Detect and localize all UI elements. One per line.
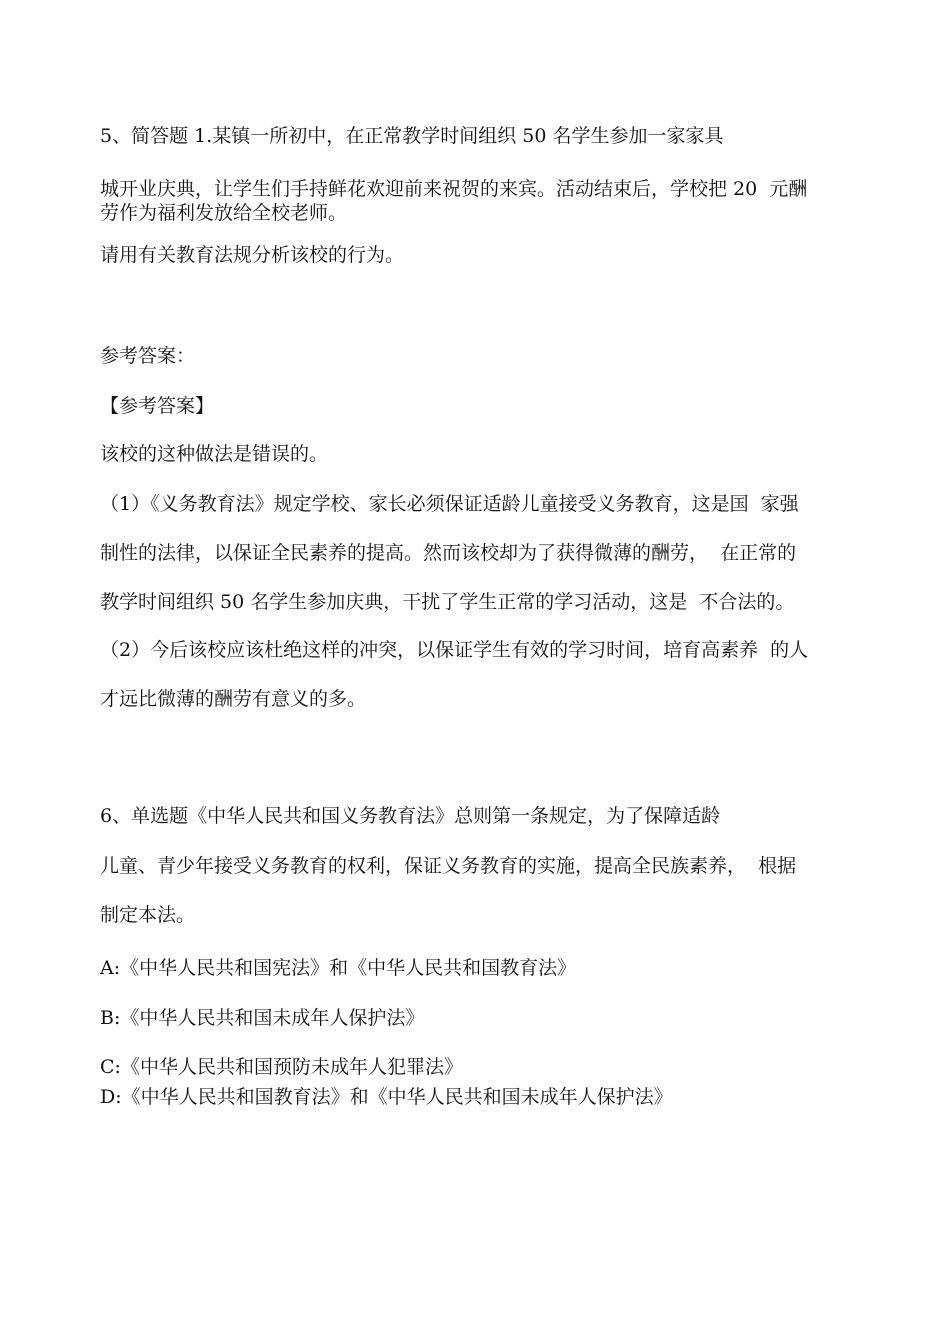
answer-point-1-line-3: 教学时间组织 50 名学生参加庆典，干扰了学生正常的学习活动，这是 不合法的。 bbox=[100, 591, 795, 613]
question-6-line-1: 6、单选题《中华人民共和国义务教育法》总则第一条规定，为了保障适龄 bbox=[100, 805, 721, 827]
answer-point-1-line-1: （1）《义务教育法》规定学校、家长必须保证适龄儿童接受义务教育，这是国 家强 bbox=[100, 493, 799, 515]
option-c: C:《中华人民共和国预防未成年人犯罪法》 bbox=[100, 1056, 463, 1078]
answer-point-1-line-2: 制性的法律，以保证全民素养的提高。然而该校却为了获得微薄的酬劳， 在正常的 bbox=[100, 542, 797, 564]
question-5-line-3: 劳作为福利发放给全校老师。 bbox=[100, 202, 348, 224]
answer-conclusion: 该校的这种做法是错误的。 bbox=[100, 443, 329, 465]
question-5-line-2: 城开业庆典，让学生们手持鲜花欢迎前来祝贺的来宾。活动结束后，学校把 20 元酬 bbox=[100, 178, 808, 200]
option-d: D:《中华人民共和国教育法》和《中华人民共和国未成年人保护法》 bbox=[100, 1086, 673, 1108]
question-6-line-2: 儿童、青少年接受义务教育的权利，保证义务教育的实施，提高全民族素养， 根据 bbox=[100, 855, 797, 877]
question-5-line-1: 5、简答题 1.某镇一所初中，在正常教学时间组织 50 名学生参加一家家具 bbox=[100, 125, 724, 147]
answer-heading: 【参考答案】 bbox=[100, 395, 215, 417]
question-5-line-4: 请用有关教育法规分析该校的行为。 bbox=[100, 244, 405, 266]
answer-point-2-line-2: 才远比微薄的酬劳有意义的多。 bbox=[100, 688, 367, 710]
question-6-line-3: 制定本法。 bbox=[100, 904, 196, 926]
option-a: A:《中华人民共和国宪法》和《中华人民共和国教育法》 bbox=[100, 957, 577, 979]
answer-label: 参考答案： bbox=[100, 345, 196, 367]
option-b: B:《中华人民共和国未成年人保护法》 bbox=[100, 1007, 425, 1029]
answer-point-2-line-1: （2）今后该校应该杜绝这样的冲突，以保证学生有效的学习时间，培育高素养 的人 bbox=[100, 639, 809, 661]
